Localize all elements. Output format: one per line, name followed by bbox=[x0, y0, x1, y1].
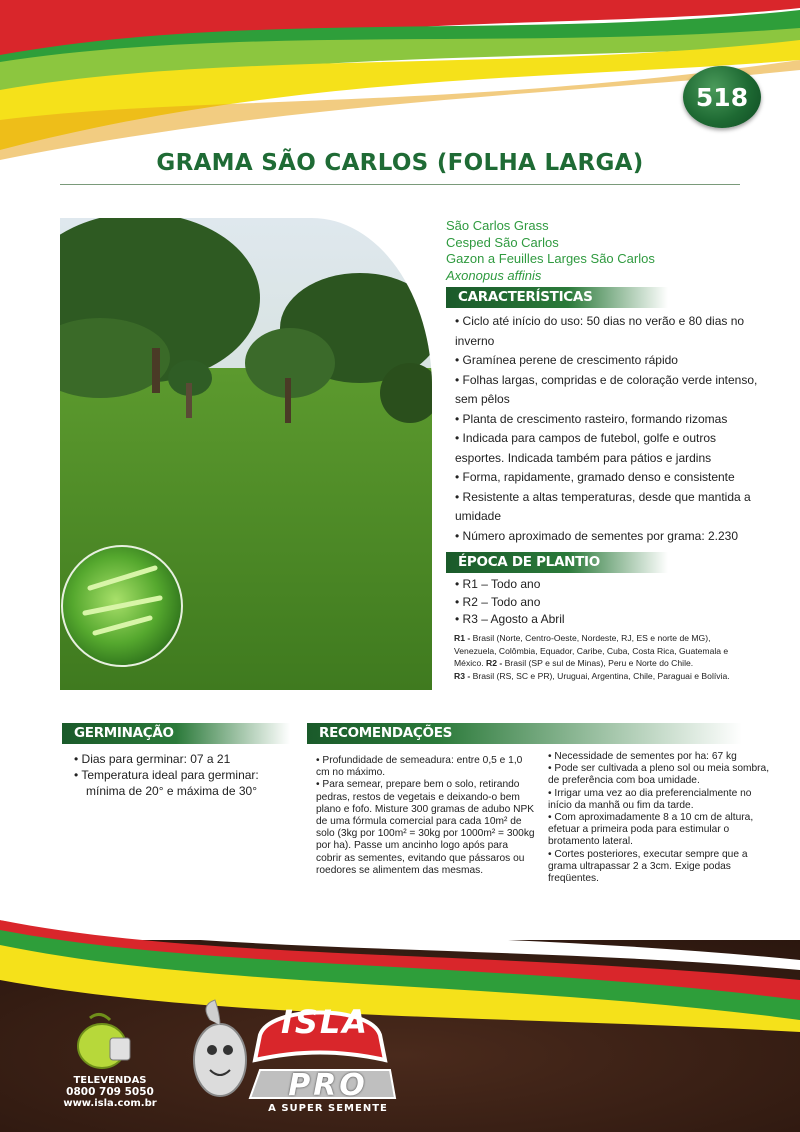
phone-mascot-icon bbox=[70, 1010, 140, 1072]
page-number-badge bbox=[683, 66, 761, 128]
name-english: São Carlos Grass bbox=[446, 218, 549, 233]
phone-number[interactable]: 0800 709 5050 bbox=[66, 1086, 154, 1098]
r2-text: Brasil (SP e sul de Minas), Peru e Norte do Chile. bbox=[502, 658, 694, 669]
televendas-label: TELEVENDAS bbox=[73, 1075, 147, 1086]
r3-label: R3 - bbox=[454, 670, 471, 681]
epoca-heading-text: ÉPOCA DE PLANTIO bbox=[458, 554, 600, 570]
caracteristicas-list bbox=[455, 312, 765, 546]
r1-label: R1 - bbox=[454, 633, 471, 643]
list-item: • Gramínea perene de crescimento rápido bbox=[455, 353, 678, 367]
brand-tagline: A SUPER SEMENTE bbox=[268, 1103, 388, 1114]
region-notes bbox=[454, 632, 754, 682]
televendas-block bbox=[62, 1075, 158, 1109]
list-item: • Número aproximado de sementes por grama: 2.230 bbox=[455, 528, 739, 543]
list-item: • Indicada para campos de futebol, golfe e outros esportes. Indicada também para pátios e jardins bbox=[455, 431, 717, 465]
recomendacoes-heading-text: RECOMENDAÇÕES bbox=[319, 725, 453, 741]
recomendacoes-left bbox=[316, 755, 536, 877]
list-item: • Forma, rapidamente, gramado denso e consistente bbox=[455, 470, 735, 484]
title-divider bbox=[60, 184, 740, 185]
list-item: • Planta de crescimento rasteiro, formando rizomas bbox=[455, 411, 728, 426]
scientific-name: Axonopus affinis bbox=[446, 267, 542, 283]
list-item: • Necessidade de sementes por ha: 67 kg bbox=[548, 751, 737, 762]
list-item: • Dias para germinar: 07 a 21 bbox=[74, 752, 231, 766]
epoca-heading bbox=[446, 552, 668, 573]
list-item: • Resistente a altas temperaturas, desde que mantida a umidade bbox=[455, 489, 751, 523]
recomendacoes-right bbox=[548, 751, 773, 885]
caracteristicas-heading-text: CARACTERÍSTICAS bbox=[458, 289, 593, 305]
germinacao-heading-text: GERMINAÇÃO bbox=[74, 725, 174, 741]
list-item: • R3 – Agosto a Abril bbox=[455, 612, 565, 626]
grass-photo bbox=[60, 218, 432, 690]
website-link[interactable]: www.isla.com.br bbox=[63, 1098, 157, 1109]
brand-name: ISLA bbox=[280, 1003, 370, 1041]
list-item: • Com aproximadamente 8 a 10 cm de altura, efetuar a primeira poda para estimular o brotamento lateral. bbox=[548, 812, 754, 848]
name-french: Gazon a Feuilles Larges São Carlos bbox=[446, 251, 655, 266]
list-item: • Irrigar uma vez ao dia preferencialmente no início da manhã ou fim da tarde. bbox=[548, 787, 752, 811]
common-names bbox=[446, 218, 655, 284]
r2-label: R2 - bbox=[486, 658, 503, 669]
epoca-list bbox=[455, 576, 755, 629]
list-item: • R2 – Todo ano bbox=[455, 594, 541, 609]
r1-text: Brasil (Norte, Centro-Oeste, Nordeste, RJ, ES e norte de MG), Venezuela, Colômbia, Equador, Caribe, Cuba, Costa Rica, Guatemala e México. bbox=[454, 633, 729, 669]
list-item: • Para semear, prepare bem o solo, retirando pedras, restos de vegetais e deixando-o bem plano e fofo. Misture 300 gramas de adubo NPK de uma fórmula comercial para cada 10m² de solo (3kg por 100m² = 30kg por 1000m² = 300kg por ha). Passe um ancinho logo após para cobrir as sementes, evitando que pássaros ou roedores se alimentem das mesmas. bbox=[316, 779, 535, 876]
list-item: • Cortes posteriores, executar sempre que a grama ultrapassar 2 a 3cm. Exige podas freqüentes. bbox=[548, 848, 748, 885]
list-item: • Ciclo até início do uso: 50 dias no verão e 80 dias no inverno bbox=[455, 314, 745, 348]
list-item: • Temperatura ideal para germinar: mínima de 20° e máxima de 30° bbox=[74, 768, 259, 798]
recomendacoes-heading bbox=[307, 723, 742, 744]
list-item: • Folhas largas, compridas e de coloração verde intenso, sem pêlos bbox=[455, 372, 758, 406]
page-title: GRAMA SÃO CARLOS (FOLHA LARGA) bbox=[156, 150, 644, 176]
germinacao-list bbox=[74, 751, 284, 799]
brand-pro: PRO bbox=[288, 1068, 368, 1103]
list-item: • R1 – Todo ano bbox=[455, 577, 541, 591]
list-item: • Profundidade de semeadura: entre 0,5 e 1,0 cm no máximo. bbox=[316, 755, 523, 779]
list-item: • Pode ser cultivada a pleno sol ou meia sombra, de preferência com boa umidade. bbox=[548, 763, 770, 787]
page-number: 518 bbox=[695, 82, 749, 112]
caracteristicas-heading bbox=[446, 287, 668, 308]
name-spanish: Cesped São Carlos bbox=[446, 234, 559, 250]
r3-text: Brasil (RS, SC e PR), Uruguai, Argentina, Chile, Paraguai e Bolívia. bbox=[470, 670, 730, 681]
germinacao-heading bbox=[62, 723, 290, 744]
